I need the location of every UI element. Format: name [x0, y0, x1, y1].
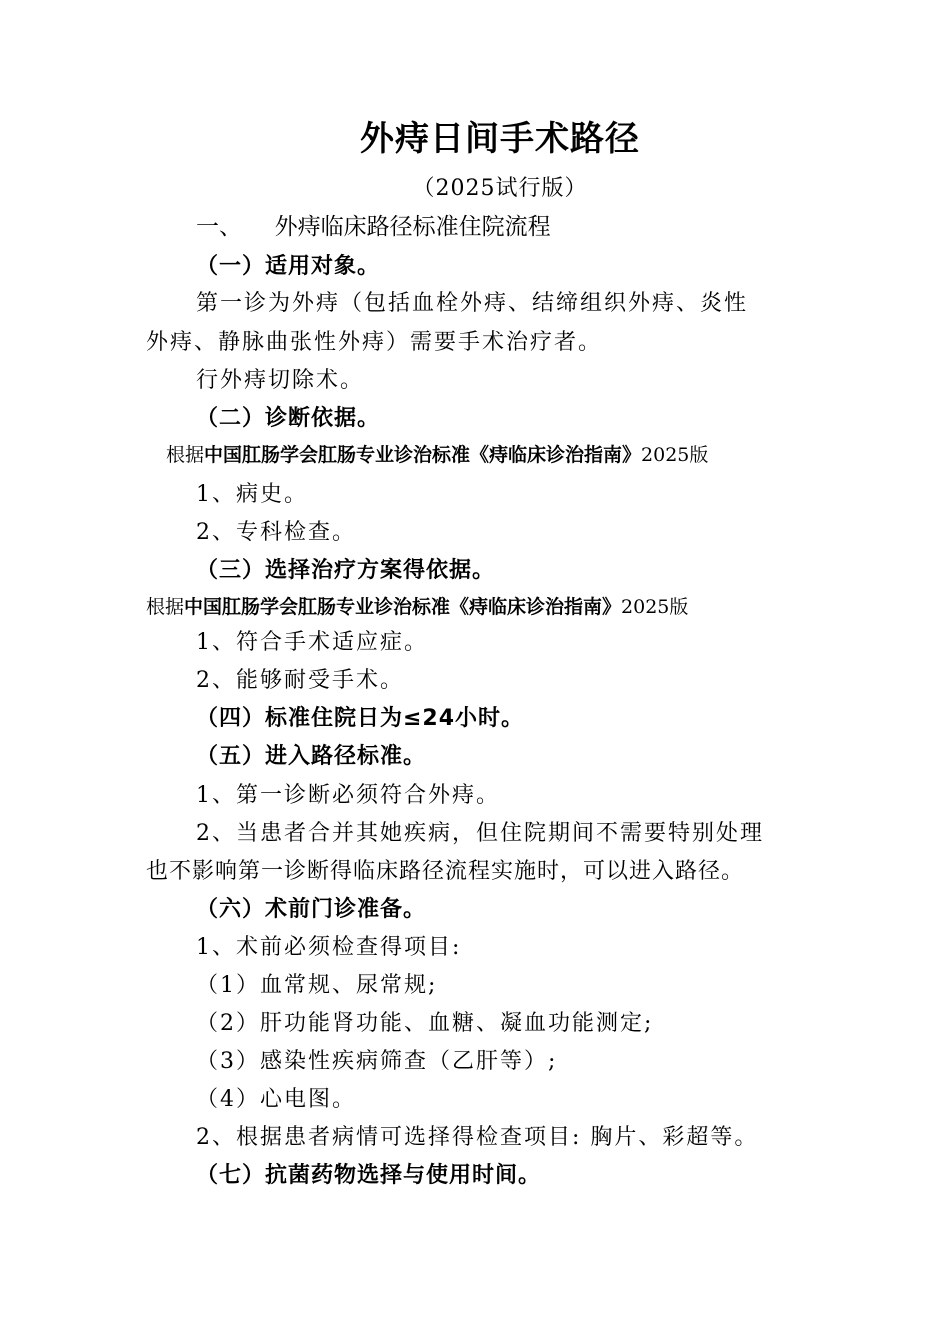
- list-item: 2、能够耐受手术。: [196, 668, 404, 693]
- basis-standard: 中国肛肠学会肛肠专业诊治标准《痔临床诊治指南》: [204, 444, 642, 466]
- list-item: 1、第一诊断必须符合外痔。: [196, 783, 500, 808]
- subsection-heading-7: （七）抗菌药物选择与使用时间。: [196, 1163, 542, 1188]
- list-item: （1）血常规、尿常规;: [196, 973, 438, 998]
- paragraph-line: 第一诊为外痔（包括血栓外痔、结缔组织外痔、炎性: [196, 291, 749, 316]
- subsection-heading-2: （二）诊断依据。: [196, 406, 381, 431]
- list-item: 1、符合手术适应症。: [196, 630, 428, 655]
- basis-version: 2025版: [641, 444, 709, 466]
- basis-version: 2025版: [621, 596, 689, 618]
- section-heading-1: [196, 216, 551, 239]
- subsection-heading-1: （一）适用对象。: [196, 254, 381, 279]
- list-item: 2、专科检查。: [196, 520, 356, 545]
- subsection-heading-6: （六）术前门诊准备。: [196, 897, 427, 922]
- list-item: （2）肝功能肾功能、血糖、凝血功能测定;: [196, 1011, 654, 1036]
- diagnosis-basis: [166, 446, 708, 465]
- basis-standard: 中国肛肠学会肛肠专业诊治标准《痔临床诊治指南》: [184, 596, 622, 618]
- basis-prefix: 根据: [146, 596, 185, 618]
- section-title: 外痔临床路径标准住院流程: [274, 214, 551, 240]
- section-number: 一、: [196, 214, 242, 240]
- basis-prefix: 根据: [166, 444, 205, 466]
- list-item: （3）感染性疾病筛查（乙肝等）;: [196, 1049, 558, 1074]
- list-item: （4）心电图。: [196, 1087, 356, 1112]
- paragraph-line: 也不影响第一诊断得临床路径流程实施时，可以进入路径。: [146, 859, 745, 884]
- list-item: 2、根据患者病情可选择得检查项目: 胸片、彩超等。: [196, 1125, 759, 1150]
- document-title: 外痔日间手术路径: [360, 119, 640, 159]
- list-item: 1、术前必须检查得项目:: [196, 935, 462, 960]
- subsection-heading-5: （五）进入路径标准。: [196, 744, 427, 769]
- paragraph-line: 外痔、静脉曲张性外痔）需要手术治疗者。: [146, 330, 603, 355]
- treatment-basis: [146, 598, 688, 617]
- document-subtitle: （2025试行版）: [412, 176, 588, 201]
- subsection-heading-3: （三）选择治疗方案得依据。: [196, 558, 496, 583]
- subsection-heading-4: （四）标准住院日为≤24小时。: [196, 706, 525, 731]
- list-item: 1、病史。: [196, 482, 308, 507]
- paragraph-line: 2、当患者合并其她疾病，但住院期间不需要特别处理: [196, 821, 764, 846]
- paragraph-line: 行外痔切除术。: [196, 368, 365, 393]
